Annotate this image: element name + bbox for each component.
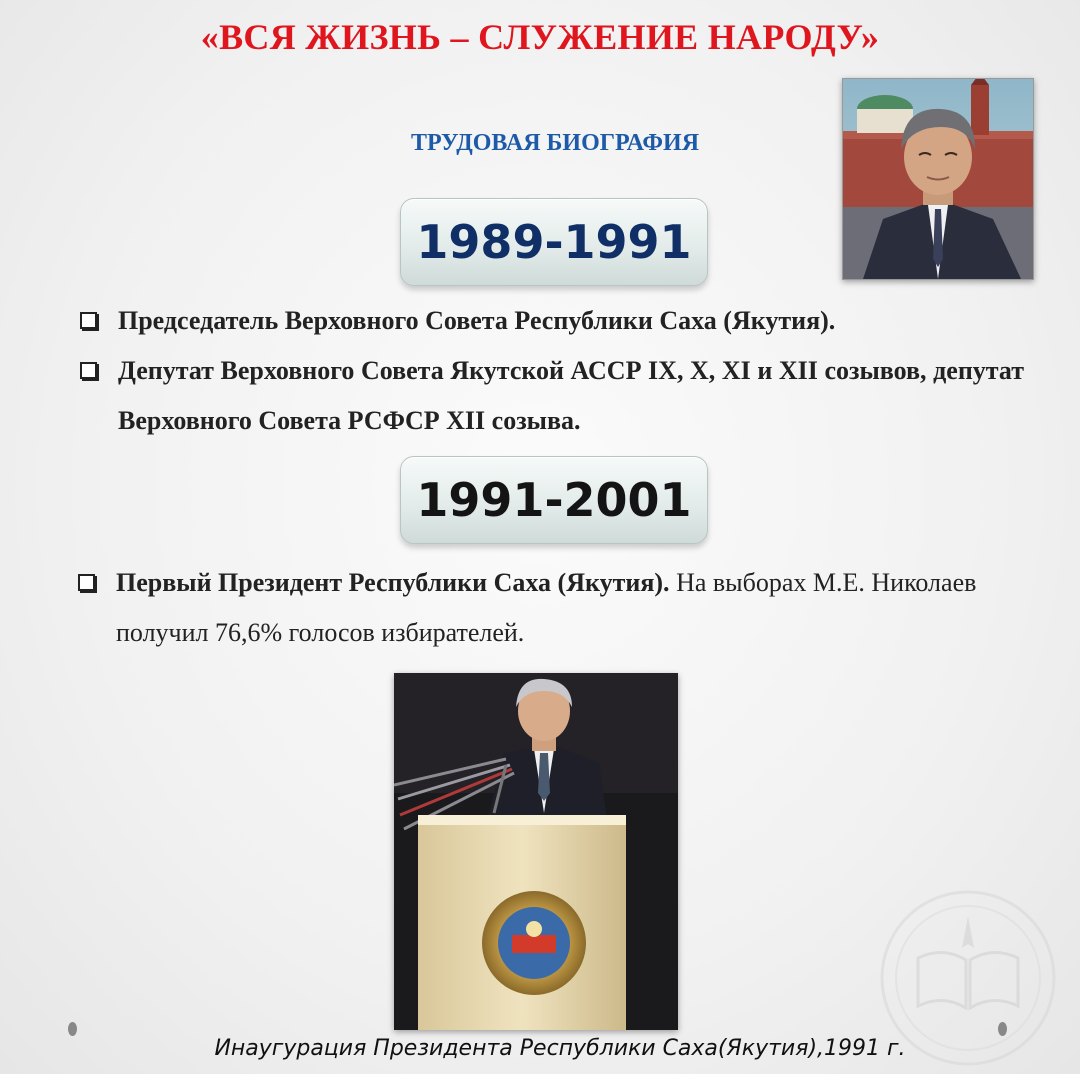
portrait-photo [842, 78, 1034, 280]
checkbox-bullet-icon [78, 574, 95, 591]
photo-caption: Инаугурация Президента Республики Саха(Якутия),1991 г. [214, 1036, 906, 1061]
bullet-president-bold: Первый Президент Республики Саха (Якутия). [116, 568, 670, 597]
library-watermark-logo [878, 888, 1058, 1068]
bullet-deputy: Депутат Верховного Совета Якутской АССР IX, X, XI и XII созывов, депутат Верховного Совета РСФСР XII созыва. [118, 356, 1024, 435]
period-years-1991-2001: 1991-2001 [400, 456, 708, 544]
bullet-chairman: Председатель Верховного Совета Республики Саха (Якутия). [118, 306, 836, 335]
checkbox-bullet-icon [80, 312, 97, 329]
bullet-president-text: На выборах М.Е. Николаев получил 76,6% голосов избирателей. [116, 568, 977, 647]
checkbox-bullet-icon [80, 362, 97, 379]
slide-dot-left [68, 1022, 77, 1036]
inauguration-photo [394, 673, 678, 1030]
period-years-1989-1991: 1989-1991 [400, 198, 708, 286]
slide-title: «ВСЯ ЖИЗНЬ – СЛУЖЕНИЕ НАРОДУ» [200, 17, 880, 57]
slide-subtitle: ТРУДОВАЯ БИОГРАФИЯ [410, 130, 700, 156]
bullet-president [116, 558, 1046, 658]
